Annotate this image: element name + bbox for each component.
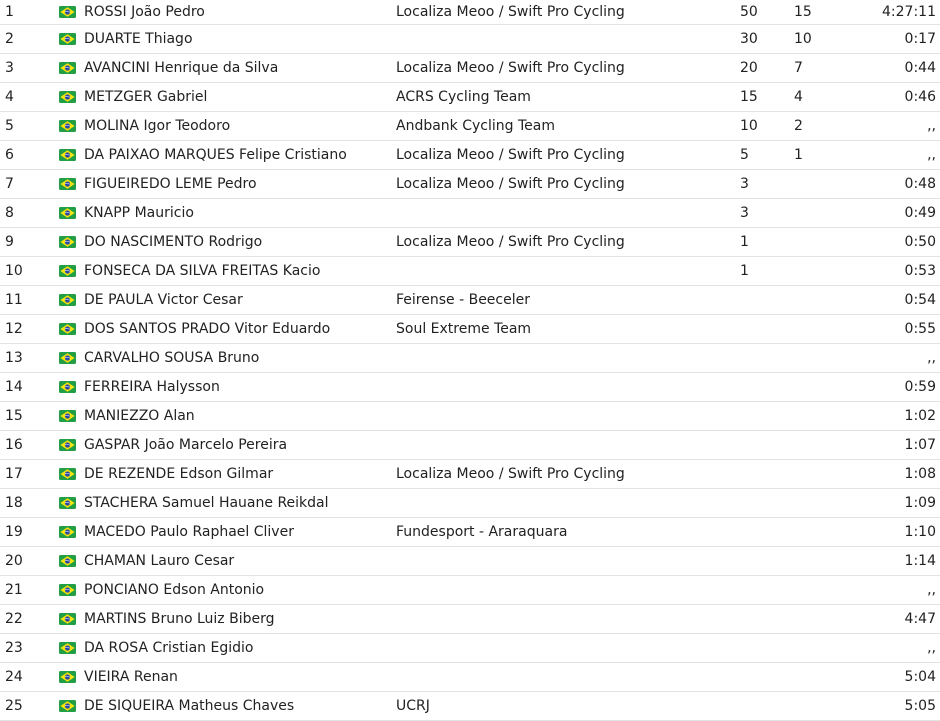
points-cell [794,575,864,604]
rank-cell: 2 [0,24,56,53]
uci-points-cell [740,633,794,662]
rank-cell: 1 [0,0,56,24]
team-name-link[interactable] [396,662,740,691]
table-row [0,372,940,401]
rank-cell: 12 [0,314,56,343]
table-row [0,285,940,314]
rider-name-link[interactable]: DA PAIXAO MARQUES Felipe Cristiano [84,140,396,169]
time-gap-cell: 1:14 [864,546,940,575]
time-gap-cell: 5:05 [864,691,940,720]
rider-name-link[interactable]: VIEIRA Renan [84,662,396,691]
table-row [0,517,940,546]
brazil-flag-icon [59,294,76,306]
time-gap-cell: 4:47 [864,604,940,633]
rank-cell: 19 [0,517,56,546]
uci-points-cell [740,285,794,314]
rider-name-link[interactable]: MOLINA Igor Teodoro [84,111,396,140]
points-cell: 1 [794,140,864,169]
points-cell: 2 [794,111,864,140]
rank-cell: 4 [0,82,56,111]
rank-cell: 16 [0,430,56,459]
uci-points-cell [740,488,794,517]
rider-name-link[interactable]: STACHERA Samuel Hauane Reikdal [84,488,396,517]
table-row [0,82,940,111]
points-cell [794,459,864,488]
team-name-link[interactable]: Andbank Cycling Team [396,111,740,140]
table-row [0,488,940,517]
team-name-link[interactable] [396,430,740,459]
team-name-link[interactable] [396,604,740,633]
points-cell [794,430,864,459]
rank-cell: 18 [0,488,56,517]
brazil-flag-icon [59,6,76,18]
uci-points-cell: 15 [740,82,794,111]
team-name-link[interactable]: Localiza Meoo / Swift Pro Cycling [396,140,740,169]
rank-cell: 9 [0,227,56,256]
brazil-flag-icon [59,555,76,567]
uci-points-cell: 3 [740,169,794,198]
rank-cell: 5 [0,111,56,140]
time-gap-cell: 1:07 [864,430,940,459]
rider-name-link[interactable]: DE REZENDE Edson Gilmar [84,459,396,488]
points-cell [794,401,864,430]
rider-name-link[interactable]: CARVALHO SOUSA Bruno [84,343,396,372]
rank-cell: 6 [0,140,56,169]
time-gap-cell: 4:27:11 [864,0,940,24]
time-gap-cell: 0:53 [864,256,940,285]
team-name-link[interactable]: ACRS Cycling Team [396,82,740,111]
brazil-flag-icon [59,352,76,364]
table-row [0,111,940,140]
rank-cell: 13 [0,343,56,372]
time-gap-cell: 0:44 [864,53,940,82]
rank-cell: 10 [0,256,56,285]
table-row [0,633,940,662]
uci-points-cell [740,691,794,720]
rank-cell: 8 [0,198,56,227]
rider-name-link[interactable]: MACEDO Paulo Raphael Cliver [84,517,396,546]
uci-points-cell [740,372,794,401]
team-name-link[interactable] [396,24,740,53]
team-name-link[interactable] [396,256,740,285]
uci-points-cell: 10 [740,111,794,140]
points-cell: 15 [794,0,864,24]
uci-points-cell [740,401,794,430]
table-row [0,198,940,227]
rank-cell: 22 [0,604,56,633]
uci-points-cell [740,314,794,343]
points-cell [794,314,864,343]
points-cell [794,372,864,401]
time-gap-cell: 0:54 [864,285,940,314]
team-name-link[interactable] [396,575,740,604]
rider-name-link[interactable]: DE SIQUEIRA Matheus Chaves [84,691,396,720]
points-cell [794,256,864,285]
brazil-flag-icon [59,381,76,393]
table-row [0,53,940,82]
brazil-flag-icon [59,700,76,712]
brazil-flag-icon [59,468,76,480]
points-cell [794,488,864,517]
time-gap-cell: 0:48 [864,169,940,198]
rider-name-link[interactable]: DOS SANTOS PRADO Vitor Eduardo [84,314,396,343]
points-cell: 10 [794,24,864,53]
rider-name-link[interactable]: GASPAR João Marcelo Pereira [84,430,396,459]
uci-points-cell [740,343,794,372]
time-gap-cell: ,, [864,343,940,372]
uci-points-cell [740,546,794,575]
rank-cell: 25 [0,691,56,720]
rider-name-link[interactable]: FONSECA DA SILVA FREITAS Kacio [84,256,396,285]
table-row [0,575,940,604]
brazil-flag-icon [59,149,76,161]
points-cell [794,517,864,546]
team-name-link[interactable]: Soul Extreme Team [396,314,740,343]
team-name-link[interactable] [396,401,740,430]
brazil-flag-icon [59,236,76,248]
rank-cell: 21 [0,575,56,604]
time-gap-cell: ,, [864,140,940,169]
rider-name-link[interactable]: KNAPP Mauricio [84,198,396,227]
rider-name-link[interactable]: ROSSI João Pedro [84,0,396,24]
table-row [0,343,940,372]
table-row [0,459,940,488]
brazil-flag-icon [59,526,76,538]
rider-name-link[interactable]: AVANCINI Henrique da Silva [84,53,396,82]
brazil-flag-icon [59,642,76,654]
time-gap-cell: 5:04 [864,662,940,691]
team-name-link[interactable] [396,488,740,517]
time-gap-cell: 0:55 [864,314,940,343]
points-cell: 4 [794,82,864,111]
uci-points-cell: 20 [740,53,794,82]
rider-name-link[interactable]: FIGUEIREDO LEME Pedro [84,169,396,198]
table-row [0,0,940,24]
time-gap-cell: 1:08 [864,459,940,488]
table-row [0,546,940,575]
rank-cell: 23 [0,633,56,662]
brazil-flag-icon [59,120,76,132]
rider-name-link[interactable]: MARTINS Bruno Luiz Biberg [84,604,396,633]
table-row [0,662,940,691]
brazil-flag-icon [59,323,76,335]
brazil-flag-icon [59,33,76,45]
uci-points-cell [740,662,794,691]
rider-name-link[interactable]: MANIEZZO Alan [84,401,396,430]
uci-points-cell [740,430,794,459]
team-name-link[interactable]: Localiza Meoo / Swift Pro Cycling [396,169,740,198]
team-name-link[interactable]: Localiza Meoo / Swift Pro Cycling [396,53,740,82]
rank-cell: 11 [0,285,56,314]
time-gap-cell: 0:59 [864,372,940,401]
uci-points-cell: 50 [740,0,794,24]
brazil-flag-icon [59,62,76,74]
time-gap-cell: 0:49 [864,198,940,227]
brazil-flag-icon [59,671,76,683]
rank-cell: 14 [0,372,56,401]
team-name-link[interactable] [396,198,740,227]
table-row [0,314,940,343]
time-gap-cell: 0:46 [864,82,940,111]
table-row [0,430,940,459]
brazil-flag-icon [59,178,76,190]
points-cell [794,227,864,256]
time-gap-cell: ,, [864,633,940,662]
points-cell [794,169,864,198]
uci-points-cell: 30 [740,24,794,53]
team-name-link[interactable]: UCRJ [396,691,740,720]
rider-name-link[interactable]: CHAMAN Lauro Cesar [84,546,396,575]
rider-name-link[interactable]: PONCIANO Edson Antonio [84,575,396,604]
table-row [0,691,940,720]
rider-name-link[interactable]: FERREIRA Halysson [84,372,396,401]
team-name-link[interactable] [396,343,740,372]
rider-name-link[interactable]: METZGER Gabriel [84,82,396,111]
table-row [0,401,940,430]
uci-points-cell: 5 [740,140,794,169]
rider-name-link[interactable]: DE PAULA Victor Cesar [84,285,396,314]
points-cell [794,285,864,314]
uci-points-cell [740,575,794,604]
rider-name-link[interactable]: DO NASCIMENTO Rodrigo [84,227,396,256]
time-gap-cell: 1:02 [864,401,940,430]
table-row [0,140,940,169]
uci-points-cell [740,604,794,633]
brazil-flag-icon [59,439,76,451]
team-name-link[interactable]: Fundesport - Araraquara [396,517,740,546]
rank-cell: 17 [0,459,56,488]
team-name-link[interactable]: Localiza Meoo / Swift Pro Cycling [396,459,740,488]
rank-cell: 3 [0,53,56,82]
points-cell [794,633,864,662]
time-gap-cell: 0:17 [864,24,940,53]
team-name-link[interactable] [396,633,740,662]
table-row [0,169,940,198]
time-gap-cell: 0:50 [864,227,940,256]
uci-points-cell: 1 [740,256,794,285]
table-row [0,24,940,53]
points-cell [794,604,864,633]
brazil-flag-icon [59,410,76,422]
uci-points-cell [740,459,794,488]
points-cell: 7 [794,53,864,82]
table-row [0,256,940,285]
brazil-flag-icon [59,497,76,509]
table-row [0,227,940,256]
brazil-flag-icon [59,613,76,625]
time-gap-cell: ,, [864,111,940,140]
team-name-link[interactable]: Feirense - Beeceler [396,285,740,314]
time-gap-cell: ,, [864,575,940,604]
team-name-link[interactable] [396,372,740,401]
rider-name-link[interactable]: DUARTE Thiago [84,24,396,53]
time-gap-cell: 1:10 [864,517,940,546]
uci-points-cell: 1 [740,227,794,256]
points-cell [794,662,864,691]
team-name-link[interactable]: Localiza Meoo / Swift Pro Cycling [396,227,740,256]
table-row [0,604,940,633]
team-name-link[interactable] [396,546,740,575]
uci-points-cell [740,517,794,546]
brazil-flag-icon [59,207,76,219]
rank-cell: 7 [0,169,56,198]
time-gap-cell: 1:09 [864,488,940,517]
rank-cell: 24 [0,662,56,691]
points-cell [794,198,864,227]
rank-cell: 15 [0,401,56,430]
points-cell [794,546,864,575]
points-cell [794,343,864,372]
rider-name-link[interactable]: DA ROSA Cristian Egidio [84,633,396,662]
brazil-flag-icon [59,584,76,596]
uci-points-cell: 3 [740,198,794,227]
points-cell [794,691,864,720]
brazil-flag-icon [59,265,76,277]
team-name-link[interactable]: Localiza Meoo / Swift Pro Cycling [396,0,740,24]
rank-cell: 20 [0,546,56,575]
brazil-flag-icon [59,91,76,103]
